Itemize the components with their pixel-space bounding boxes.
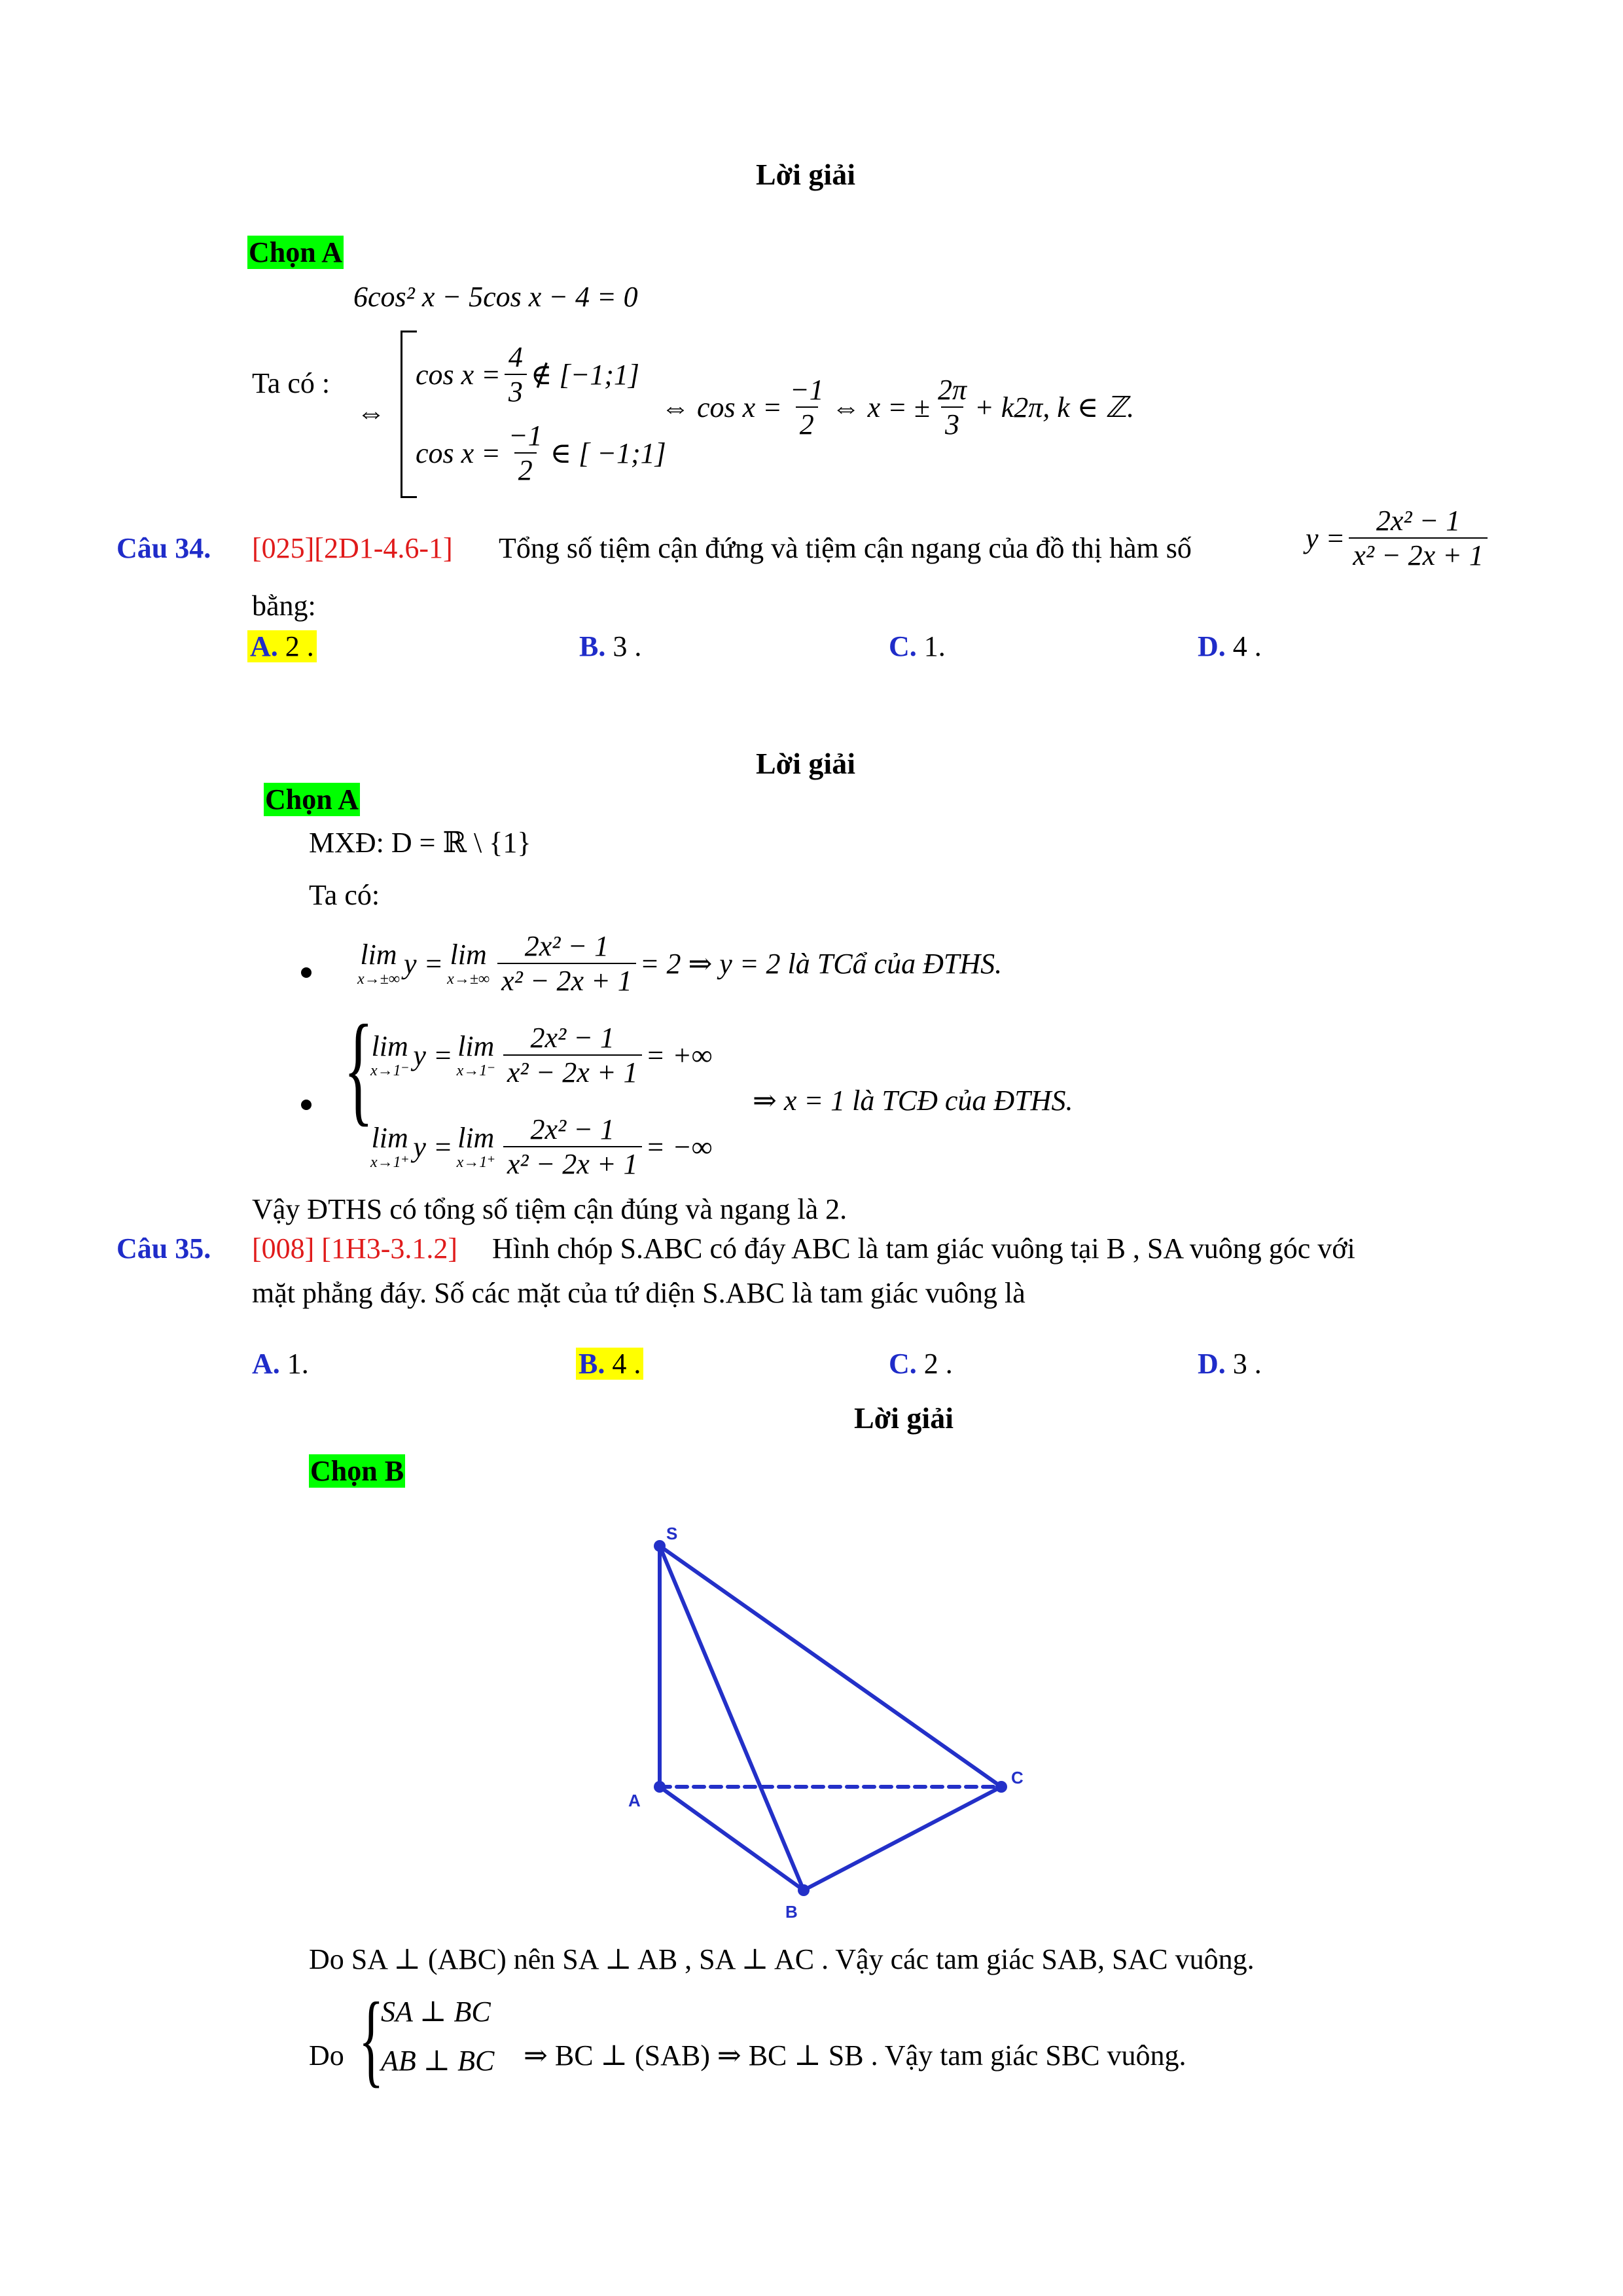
question-34-label: Câu 34. [116, 532, 211, 564]
bullet-2 [301, 1100, 312, 1110]
system-line-1: SA ⊥ BC [381, 1996, 491, 2028]
label-b: B [785, 1902, 798, 1922]
option-c[interactable]: C. 2 . [889, 1348, 953, 1380]
option-a[interactable]: A. 2 . [247, 630, 317, 663]
ta-co-label: Ta có : [252, 367, 330, 399]
reasoning-line-1: Do SA ⊥ (ABC) nên SA ⊥ AB , SA ⊥ AC . Vậy các tam giác SAB, SAC vuông. [309, 1943, 1255, 1975]
tetrahedron-figure [628, 1518, 1034, 1924]
case-1: cos x = $\frac{4}{3}$ ∉ [−1;1] [416, 341, 640, 408]
system-line-2: AB ⊥ BC [381, 2045, 495, 2077]
limit-1-plus: lim x→1⁺ y = lim x→1⁺ $\frac{\text{2x² − 1}}{\text{x² − 2x + 1}}$ = −∞ [370, 1113, 713, 1180]
edge-bc [804, 1787, 1001, 1890]
label-c: C [1011, 1768, 1024, 1787]
option-b[interactable]: B. 4 . [576, 1347, 643, 1380]
vertex-b [798, 1884, 810, 1896]
label-s: S [666, 1524, 678, 1543]
vertical-asymptote-result: ⇒ x = 1 là TCĐ của ĐTHS. [753, 1085, 1073, 1117]
question-35-line2: mặt phẳng đáy. Số các mặt của tứ diện S.ABC là tam giác vuông là [252, 1277, 1026, 1309]
solution-title: Lời giải [756, 747, 855, 780]
vertex-c [995, 1781, 1007, 1793]
question-34-function: y = $\frac{\text{2x² − 1}}{\text{x² − 2x + 1}}$ [1306, 504, 1491, 572]
option-b[interactable]: B. 3 . [579, 630, 642, 662]
label-a: A [628, 1791, 641, 1810]
question-35-code: [008] [1H3-3.1.2] [252, 1232, 458, 1265]
choice-label: Chọn A [249, 236, 343, 268]
system-brace: { [344, 1000, 374, 1138]
equation: 6cos² x − 5cos x − 4 = 0 [353, 281, 638, 313]
question-34-code: [025][2D1-4.6-1] [252, 532, 453, 564]
question-35-label: Câu 35. [116, 1232, 211, 1265]
solution-title: Lời giải [756, 158, 855, 191]
option-a[interactable]: A. 1. [252, 1348, 309, 1380]
case-2: cos x = $\frac{-1}{2}$ ∈ [ −1;1] [416, 420, 666, 486]
choice-label: Chọn B [310, 1455, 404, 1487]
ta-co-label: Ta có: [309, 879, 380, 911]
solution-result: ⇔ cos x = $\frac{-1}{2}$ ⇔ x = ± $\frac{2\pi}{3}$ + k2π, k ∈ ℤ. [661, 374, 1135, 440]
vertex-a [654, 1781, 666, 1793]
option-c[interactable]: C. 1. [889, 630, 946, 662]
reasoning-line-2: ⇒ BC ⊥ (SAB) ⇒ BC ⊥ SB . Vậy tam giác SBC vuông. [524, 2039, 1186, 2072]
solution-title: Lời giải [854, 1401, 954, 1435]
limit-infinity: lim x→±∞ y = lim x→±∞ $\frac{\text{2x² − 1}}{\text{x² − 2x + 1}}$ = 2 ⇒ y = 2 là TCẩ của ĐTHS. [357, 930, 1003, 997]
iff-symbol: ⇔ [357, 397, 385, 429]
limit-1-minus: lim x→1⁻ y = lim x→1⁻ $\frac{\text{2x² − 1}}{\text{x² − 2x + 1}}$ = +∞ [370, 1022, 713, 1088]
vertex-s [654, 1540, 666, 1552]
question-35-line1: Hình chóp S.ABC có đáy ABC là tam giác vuông tại B , SA vuông góc với [492, 1232, 1355, 1265]
question-34-continuation: bằng: [252, 590, 316, 622]
conclusion: Vậy ĐTHS có tổng số tiệm cận đúng và ngang là 2. [252, 1193, 847, 1225]
option-d[interactable]: D. 4 . [1198, 630, 1262, 662]
question-34-text: Tổng số tiệm cận đứng và tiệm cận ngang của đồ thị hàm số [499, 532, 1192, 564]
choice-label: Chọn A [265, 783, 359, 816]
option-d[interactable]: D. 3 . [1198, 1348, 1262, 1380]
case-bracket [401, 331, 417, 498]
bullet-1 [301, 967, 312, 978]
system-brace: { [359, 1981, 384, 2097]
domain-line: MXĐ: D = ℝ \ {1} [309, 827, 531, 859]
do-label: Do [309, 2039, 344, 2072]
